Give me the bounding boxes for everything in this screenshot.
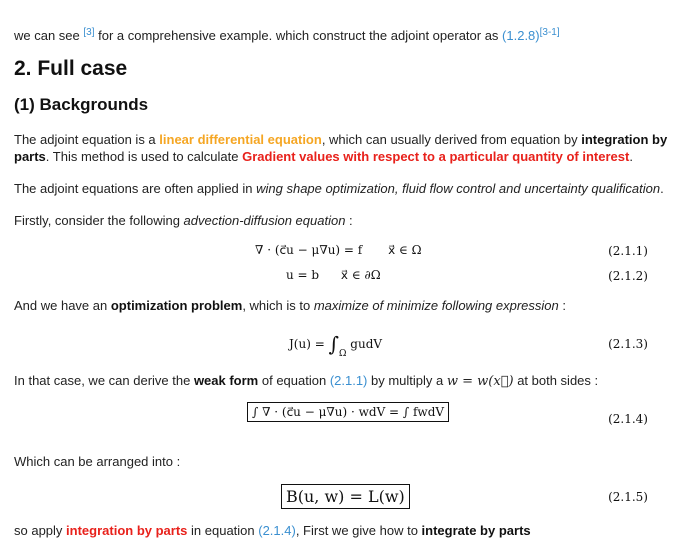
bold-text: parts (14, 149, 46, 164)
equation-2-1-4 (247, 402, 449, 422)
text: of equation (258, 373, 330, 388)
equation-domain: x⃗ ∈ ∂Ω (340, 268, 381, 282)
text: , First we give how to (295, 523, 422, 538)
italic-text: maximize of minimize following expression (313, 298, 559, 313)
italic-text: advection-diffusion equation (183, 213, 346, 228)
intro-paragraph (14, 24, 560, 45)
boxed-equation: ∫ ∇ · (c⃗u − μ∇u) · wdV = ∫ fwdV (252, 405, 445, 419)
intro-text-2: for a comprehensive example. which construct the adjoint operator as (94, 28, 503, 43)
equation-ref-link[interactable]: (2.1.4) (258, 523, 296, 538)
highlight-red: integration by parts (66, 523, 188, 538)
equation-number: (2.1.5) (608, 490, 648, 504)
bold-text: optimization problem (110, 298, 243, 313)
weak-form-paragraph (14, 372, 598, 391)
equation-lhs: J(u) = (289, 337, 329, 351)
text: And we have an (14, 298, 111, 313)
italic-text: wing shape optimization, fluid flow control and uncertainty qualification (256, 181, 661, 196)
optimization-paragraph (14, 297, 566, 315)
boxed-equation: B(u, w) = L(w) (286, 487, 405, 506)
equation-number: (2.1.3) (608, 337, 648, 351)
bold-text: integration by (581, 132, 668, 147)
integral-subscript: Ω (339, 349, 347, 359)
equation-ref-link[interactable]: (1.2.8) (502, 28, 540, 43)
text: by multiply a (367, 373, 447, 388)
equation-lhs: u = b (286, 268, 320, 282)
text: Firstly, consider the following (14, 213, 184, 228)
text: , which is to (242, 298, 314, 313)
text: . (660, 181, 664, 196)
text: , which can usually derived from equation by (321, 132, 582, 147)
equation-2-1-3 (289, 332, 382, 359)
text: . This method is used to calculate (45, 149, 243, 164)
text: . (629, 149, 633, 164)
text: so apply (14, 523, 67, 538)
consider-paragraph (14, 212, 353, 230)
bold-text: integrate by parts (421, 523, 531, 538)
highlight-orange: linear differential equation (159, 132, 322, 147)
integration-paragraph (14, 522, 531, 540)
integral-sign: ∫ (328, 332, 340, 356)
intro-text: we can see (14, 28, 84, 43)
equation-lhs: ∇ · (c⃗u − μ∇u) = f (255, 243, 363, 257)
background-paragraph (14, 131, 667, 165)
equation-number: (2.1.1) (608, 244, 648, 258)
text: The adjoint equation is a (14, 132, 160, 147)
footnote-link[interactable]: [3-1] (539, 27, 560, 38)
applications-paragraph (14, 180, 664, 198)
equation-ref-link[interactable]: (2.1.1) (329, 373, 368, 388)
equation-rhs: gudV (346, 337, 383, 351)
equation-number: (2.1.4) (608, 412, 648, 426)
text: The adjoint equations are often applied in (14, 181, 257, 196)
text: Which can be arranged into : (14, 454, 181, 469)
equation-2-1-2 (286, 268, 381, 282)
highlight-red: Gradient values with respect to a particular quantity of interest (242, 149, 630, 164)
text: : (345, 213, 353, 228)
bold-text: weak form (193, 373, 259, 388)
text: at both sides : (513, 373, 599, 388)
citation-link[interactable]: [3] (83, 27, 95, 38)
section-heading: 2. Full case (14, 57, 128, 80)
text: in equation (187, 523, 259, 538)
inline-math: w = w(x⃗) (446, 374, 514, 389)
equation-2-1-1 (255, 243, 422, 257)
arranged-paragraph (14, 453, 180, 471)
equation-domain: x⃗ ∈ Ω (388, 243, 422, 257)
subsection-heading: (1) Backgrounds (14, 95, 149, 114)
equation-2-1-5 (281, 484, 410, 509)
text: : (558, 298, 566, 313)
text: In that case, we can derive the (14, 373, 194, 388)
equation-number: (2.1.2) (608, 269, 648, 283)
